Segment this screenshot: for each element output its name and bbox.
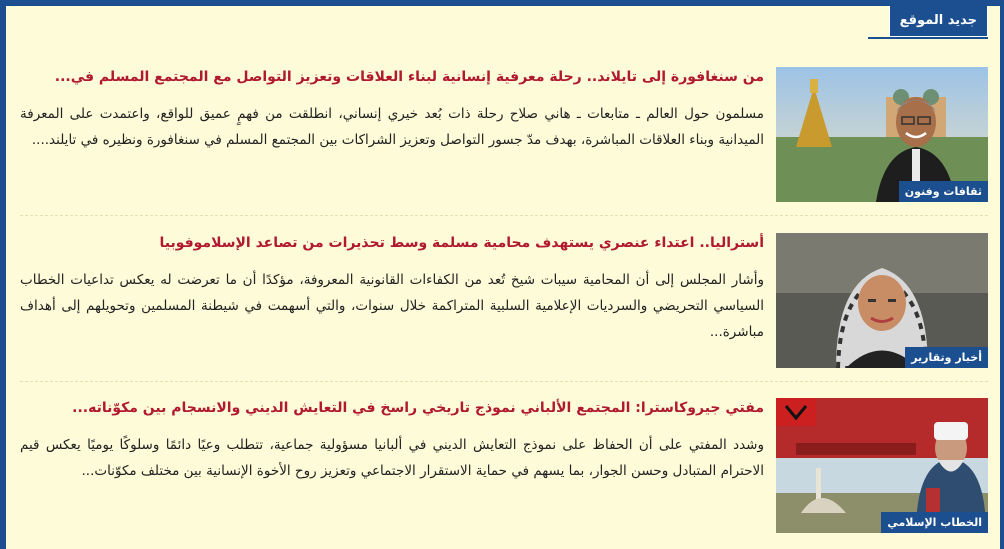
article-thumbnail[interactable] [776, 398, 988, 533]
category-badge[interactable]: أخبار وتقارير [905, 347, 988, 368]
category-badge[interactable]: الخطاب الإسلامي [881, 512, 988, 533]
article-title[interactable]: مفتي جيروكاسترا: المجتمع الألباني نموذج تاريخي راسخ في التعايش الديني والانسجام بين مكوّناته... [72, 400, 764, 416]
article-excerpt: مسلمون حول العالم ـ متابعات ـ هاني صلاح رحلة ذات بُعد خيري إنساني، انطلقت من فهمٍ عميق للواقع، واعتمدت على المعرفة الميدانية وبناء العلاقات المباشرة، بهدف مدّ جسور التواصل وتعزيز الشراكات بين المجتمع المسلم في سنغافورة ونظيره في تايلند.... [20, 106, 764, 148]
right-frame-bar [1000, 0, 1004, 549]
article-excerpt: وأشار المجلس إلى أن المحامية سيبات شيخ تُعد من الكفاءات القانونية المعروفة، مؤكدًا أن ما تعرضت له يعكس تداعيات الخطاب السياسي التحريضي والسرديات الإعلامية السلبية المتراكمة خلال سنوات، والتي أسهمت في شيطنة المسلمين وتحويلهم إلى أهداف مباشرة... [20, 272, 764, 340]
article-card [20, 233, 988, 368]
left-frame-bar [0, 0, 6, 549]
article-thumbnail[interactable] [776, 233, 988, 368]
article-title[interactable]: من سنغافورة إلى تايلاند.. رحلة معرفية إنسانية لبناء العلاقات وتعزيز التواصل مع المجتمع المسلم في... [54, 69, 764, 85]
article-card [20, 67, 988, 202]
article-thumbnail[interactable] [776, 67, 988, 202]
section-title-tab[interactable]: جديد الموقع [889, 6, 988, 37]
article-separator [20, 381, 988, 382]
article-card [20, 398, 988, 533]
article-title[interactable]: أستراليا.. اعتداء عنصري يستهدف محامية مسلمة وسط تحذيرات من تصاعد الإسلاموفوبيا [159, 235, 764, 251]
category-badge[interactable]: ثقافات وفنون [899, 181, 988, 202]
section-underline [868, 37, 988, 39]
article-excerpt: وشدد المفتي على أن الحفاظ على نموذج التعايش الديني في ألبانيا مسؤولية جماعية، تتطلب وعيًا دائمًا وسلوكًا يوميًا يعكس قيم الاحترام المتبادل وحسن الجوار، بما يسهم في حماية الاستقرار الاجتماعي وتعزيز روح الأخوة الإنسانية بين مختلف مكوّنات... [20, 437, 764, 479]
top-frame-bar [0, 0, 1004, 6]
article-separator [20, 215, 988, 216]
